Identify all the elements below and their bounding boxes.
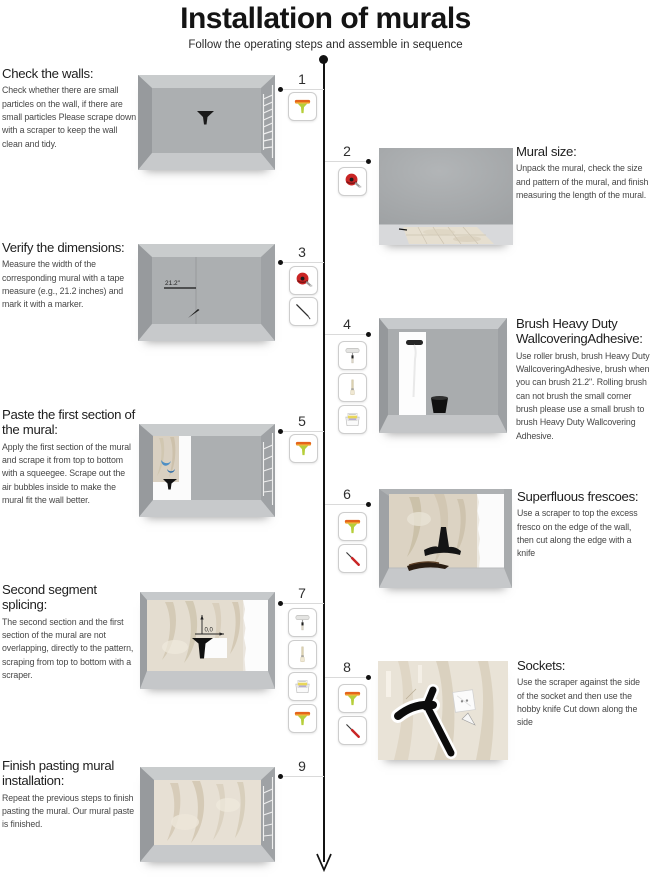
step-2-text	[516, 144, 650, 202]
tape-measure-icon	[338, 167, 367, 196]
step-1-text	[2, 66, 136, 151]
squeegee-icon	[338, 512, 367, 541]
squeegee-icon	[289, 434, 318, 463]
room-illustration-step-3	[138, 244, 275, 341]
step-2-number: 2	[343, 143, 351, 159]
step-6-text	[517, 489, 649, 561]
page-subtitle: Follow the operating steps and assemble in sequence	[188, 39, 463, 51]
room-illustration-step-1	[138, 75, 275, 170]
brush-icon	[338, 373, 367, 402]
step-9-connector	[280, 776, 324, 777]
step-5-number: 5	[298, 413, 306, 429]
roller-icon	[288, 608, 317, 637]
step-6-number: 6	[343, 486, 351, 502]
step-1-body: Check whether there are small particles on the wall, if there are small particles Please scrape down with a scraper to keep the wall clean and tidy.	[2, 85, 136, 149]
brush-icon	[288, 640, 317, 669]
step-9-text	[2, 758, 136, 832]
room-illustration-step-9	[140, 767, 275, 862]
origin-label: 0,0	[204, 627, 213, 634]
step-6-connector	[325, 504, 369, 505]
step-3-body: Measure the width of the corresponding mural with a tape measure (e.g., 21.2 inches) and mark it with a marker.	[2, 259, 125, 310]
step-8-body: Use the scraper against the side of the socket and then use the hobby knife Cut down along the side	[517, 677, 640, 728]
room-brush-adhesive	[379, 318, 507, 433]
step-8-number: 8	[343, 659, 351, 675]
step-9-heading: Finish pasting mural installation:	[2, 758, 115, 789]
room-check-walls	[138, 75, 275, 170]
room-sockets	[378, 661, 508, 760]
step-5-heading: Paste the first section of the mural:	[2, 407, 135, 438]
step-8-connector	[325, 677, 369, 678]
step-3-text	[2, 240, 136, 312]
paste-bucket-icon	[288, 672, 317, 701]
connector-dot	[278, 260, 283, 265]
paste-bucket-icon	[338, 405, 367, 434]
connector-dot	[278, 601, 283, 606]
knife-icon	[338, 716, 367, 745]
step-9-body: Repeat the previous steps to finish pasting the mural. Our mural paste is finished.	[2, 792, 135, 830]
squeegee-icon	[288, 704, 317, 733]
room-second-segment	[140, 592, 275, 689]
connector-dot	[278, 774, 283, 779]
room-illustration-step-8	[378, 661, 508, 760]
room-superfluous-frescoes	[379, 489, 512, 588]
knife-icon	[338, 544, 367, 573]
timeline-arrow-icon	[314, 852, 334, 872]
dimension-label: 21.2"	[165, 280, 180, 287]
step-3-number: 3	[298, 244, 306, 260]
step-6-heading: Superfluous frescoes:	[517, 489, 639, 504]
step-9-number: 9	[298, 758, 306, 774]
step-5-connector	[280, 431, 324, 432]
connector-dot	[366, 159, 371, 164]
step-4-text	[516, 316, 651, 443]
room-illustration-step-2	[379, 148, 513, 245]
tape-measure-icon	[289, 266, 318, 295]
roller-icon	[338, 341, 367, 370]
step-7-number: 7	[298, 585, 306, 601]
step-7-body: The second section and the first section of the mural are not overlapping, directly to the pattern, scraping from top to bottom with a scraper.	[2, 616, 134, 681]
step-2-heading: Mural size:	[516, 144, 577, 159]
room-illustration-step-6	[379, 489, 512, 588]
step-6-body: Use a scraper to top the excess fresco on the edge of the wall, then cut along the edge with a knife	[517, 508, 638, 559]
step-3-heading: Verify the dimensions:	[2, 240, 125, 255]
step-7-heading: Second segment splicing:	[2, 582, 97, 613]
marker-icon	[289, 297, 318, 326]
step-4-body: Use roller brush, brush Heavy Duty WallcoveringAdhesive, brush when you can brush 21.2". Rolling brush can not brush the small corner brush please use a small brush to brush Heavy Duty Wallcovering Adhesive.	[516, 350, 650, 441]
squeegee-icon	[288, 92, 317, 121]
connector-dot	[278, 87, 283, 92]
room-mural-size	[379, 148, 513, 245]
page-title: Installation of murals	[180, 2, 471, 35]
step-4-heading: Brush Heavy Duty WallcoveringAdhesive:	[516, 316, 643, 347]
connector-dot	[278, 429, 283, 434]
timeline-axis	[323, 59, 325, 862]
step-4-number: 4	[343, 316, 351, 332]
connector-dot	[366, 502, 371, 507]
step-1-heading: Check the walls:	[2, 66, 94, 81]
step-2-connector	[325, 161, 369, 162]
room-illustration-step-4	[379, 318, 507, 433]
room-paste-first-section	[139, 424, 275, 517]
step-1-number: 1	[298, 71, 306, 87]
step-5-body: Apply the first section of the mural and scrape it from top to bottom with a squeegee. Scrape out the air bubbles inside to make the mural fit the wall better.	[2, 441, 131, 506]
step-8-heading: Sockets:	[517, 658, 566, 673]
step-4-connector	[325, 334, 369, 335]
connector-dot	[366, 332, 371, 337]
connector-dot	[366, 675, 371, 680]
room-verify-dimensions	[138, 244, 275, 341]
squeegee-icon	[338, 684, 367, 713]
step-7-text	[2, 582, 138, 682]
room-illustration-step-5	[139, 424, 275, 517]
room-finished-mural	[140, 767, 275, 862]
room-illustration-step-7	[140, 592, 275, 689]
step-2-body: Unpack the mural, check the size and pattern of the mural, and finish measuring the length of the mural.	[516, 163, 649, 201]
step-1-connector	[280, 89, 324, 90]
step-5-text	[2, 407, 136, 507]
step-7-connector	[280, 603, 324, 604]
step-8-text	[517, 658, 649, 730]
step-3-connector	[280, 262, 324, 263]
